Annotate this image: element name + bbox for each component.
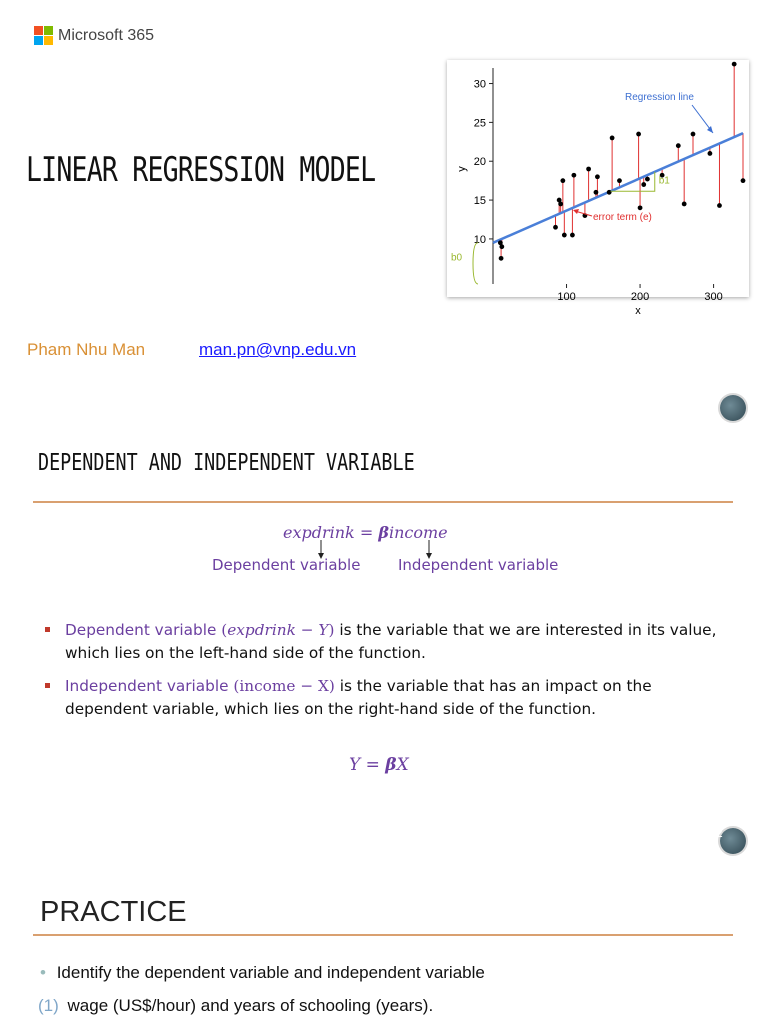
data-point [607, 190, 612, 195]
item1-text: wage (US$/hour) and years of schooling (years). [67, 996, 434, 1015]
practice-bullet-text: Identify the dependent variable and independent variable [56, 963, 485, 982]
y-tick-label: 15 [473, 195, 486, 208]
data-point [641, 182, 646, 187]
author-email-link[interactable]: man.pn@vnp.edu.vn [199, 340, 357, 359]
data-point [708, 151, 713, 156]
x-tick-label: 100 [557, 291, 576, 303]
x-axis-label: x [635, 305, 641, 317]
eq-beta: β [378, 523, 389, 542]
bullet2-symbol: income − X [239, 677, 329, 695]
eq2-equals: = [365, 755, 380, 775]
bullet-dot: • [40, 963, 46, 982]
y-axis-label: y [456, 166, 468, 172]
x-tick-label: 200 [630, 291, 650, 303]
data-point [562, 233, 567, 238]
eq2-beta: β [385, 755, 397, 775]
b0-bracket [473, 243, 478, 284]
data-point [638, 205, 643, 210]
data-point [741, 178, 746, 183]
practice-title: PRACTICE [40, 896, 187, 928]
item1-number: (1) [38, 996, 59, 1015]
data-point [682, 202, 687, 207]
dependent-variable-label: Dependent variable [212, 556, 361, 574]
practice-bullet [40, 963, 485, 983]
bullet1-symbol: expdrink − Y [227, 621, 329, 639]
bullet-dependent: Dependent variable (expdrink − Y) is the variable that we are interested in its value, which lies on the left-hand side of the function. [45, 619, 725, 665]
microsoft-logo-icon [34, 26, 53, 45]
data-point [499, 244, 504, 249]
data-point [676, 143, 681, 148]
microsoft-365-logo [34, 26, 154, 45]
eq-independent: income [388, 523, 448, 542]
bullet-independent: Independent variable (income − X) is the variable that has an impact on the dependent variable, which lies on the right-hand side of the function. [45, 675, 725, 721]
regression-label: Regression line [625, 92, 694, 103]
regression-line [493, 133, 743, 243]
y-tick-label: 25 [473, 117, 486, 130]
data-point [560, 178, 565, 183]
bullet-marker [45, 683, 50, 688]
x-tick-label: 300 [704, 291, 723, 303]
eq-equals: = [359, 523, 374, 542]
author-name: Pham Nhu Man [27, 340, 146, 359]
data-point [594, 190, 599, 195]
practice-divider [33, 934, 733, 936]
eq-dependent: expdrink [283, 523, 355, 542]
slide-title: LINEAR REGRESSION MODEL [26, 150, 376, 190]
data-point [558, 202, 563, 207]
independent-variable-label: Independent variable [398, 556, 559, 574]
page-number: 2 [716, 826, 723, 840]
logo-text: Microsoft 365 [58, 26, 155, 44]
bullet2-text: is the variable that has an impact on the dependent variable, which lies on the right-hand side of the function. [65, 677, 652, 718]
section-title: DEPENDENT AND INDEPENDENT VARIABLE [38, 450, 415, 476]
data-point [610, 136, 615, 141]
regression-label-arrowhead [707, 126, 713, 133]
title-divider [33, 501, 733, 503]
data-point [553, 225, 558, 230]
data-point [691, 132, 696, 137]
bullet1-text: is the variable that we are interested in its value, which lies on the left-hand side of the function. [65, 621, 717, 662]
bullet1-term: Dependent variable [65, 621, 217, 639]
data-point [617, 178, 622, 183]
equation-general [349, 755, 409, 775]
slide-nav-dot [720, 395, 746, 421]
y-tick-label: 10 [473, 233, 486, 246]
y-tick-label: 30 [473, 78, 486, 91]
data-point [586, 167, 591, 172]
data-point [732, 62, 737, 67]
data-point [636, 132, 641, 137]
data-point [645, 177, 650, 182]
data-point [717, 203, 722, 208]
practice-item-1 [38, 996, 433, 1016]
b0-label: b0 [451, 252, 463, 264]
y-tick-label: 20 [473, 156, 486, 169]
data-point [595, 174, 600, 179]
slide-nav-dot [720, 828, 746, 854]
data-point [570, 233, 575, 238]
regression-chart-svg [447, 60, 749, 317]
eq2-y: Y [349, 755, 361, 775]
bullet2-term: Independent variable [65, 677, 229, 695]
regression-chart [447, 60, 749, 317]
data-point [571, 173, 576, 178]
error-term-label: error term (e) [593, 212, 652, 223]
b1-label: b1 [658, 175, 670, 187]
eq2-x: X [396, 755, 409, 775]
bullet-marker [45, 627, 50, 632]
data-point [499, 256, 504, 261]
